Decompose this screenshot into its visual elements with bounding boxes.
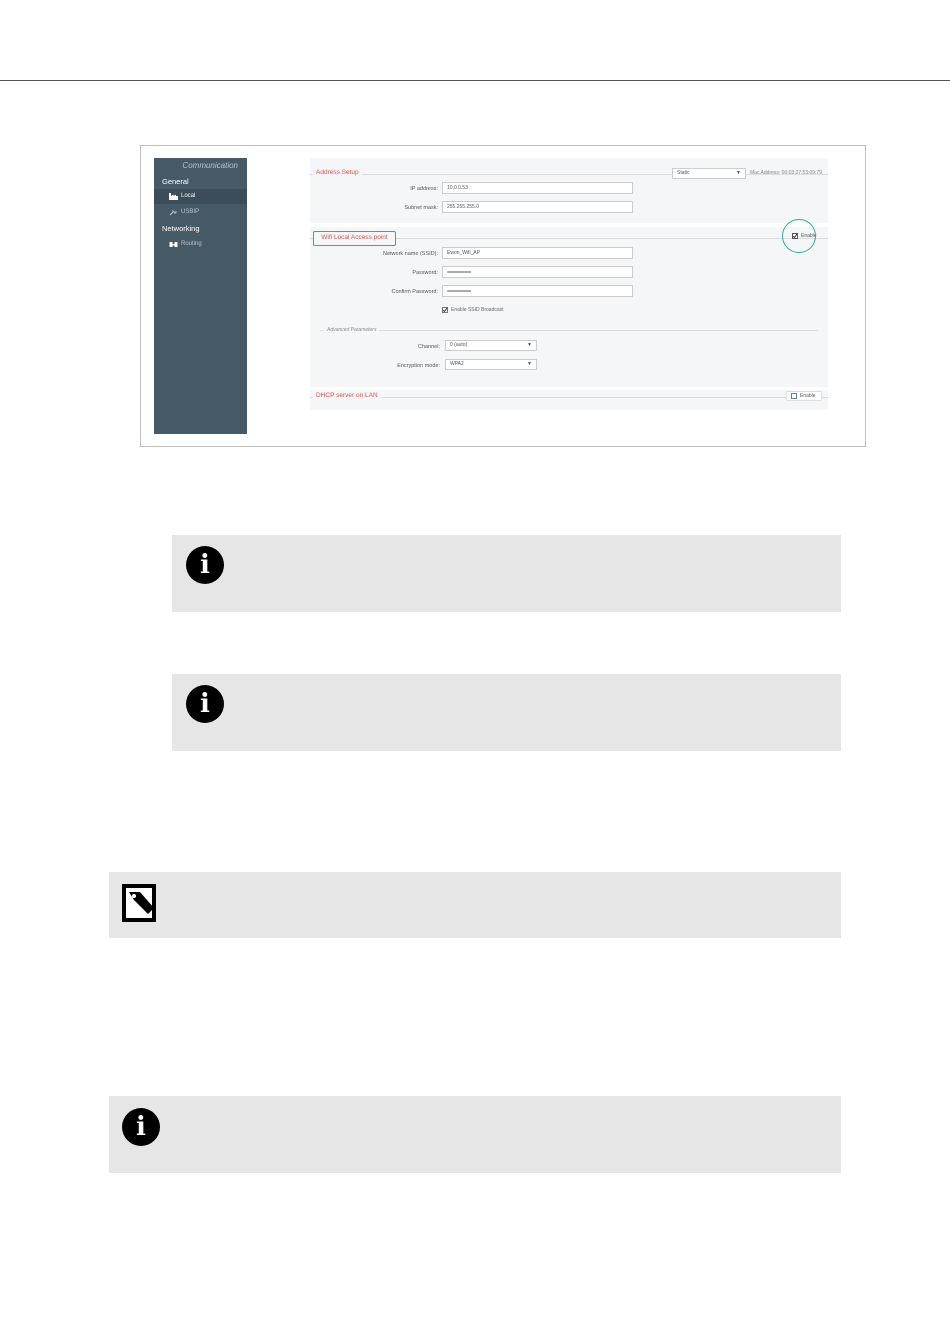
sidebar-item-local[interactable]: [154, 189, 247, 204]
check-icon: [442, 307, 448, 313]
address-mode-select[interactable]: [672, 168, 746, 179]
wifi-ap-legend: Wifi Local Access point: [313, 231, 396, 246]
address-setup-legend: Address Setup: [313, 169, 362, 176]
settings-content: [247, 158, 853, 434]
wifi-ap-panel: [310, 227, 828, 387]
chevron-down-icon: ▼: [736, 170, 741, 176]
info-icon: i: [122, 1108, 160, 1146]
ip-address-label: IP address:: [410, 186, 438, 192]
usb-icon: [169, 209, 178, 216]
note-icon: [120, 882, 158, 924]
password-label: Password:: [412, 270, 438, 276]
dhcp-panel: [310, 390, 828, 410]
sidebar-item-routing[interactable]: [154, 237, 247, 252]
address-setup-panel: [310, 158, 828, 223]
info-icon: i: [186, 546, 224, 584]
dhcp-enable-checkbox[interactable]: [791, 393, 797, 399]
ssid-field[interactable]: Ewon_Wifi_AP: [442, 247, 633, 259]
sidebar-item-usbip[interactable]: [154, 205, 247, 220]
sidebar-item-label: Local: [181, 193, 196, 199]
subnet-mask-field[interactable]: 255.255.255.0: [442, 201, 633, 213]
encryption-mode-select[interactable]: [445, 359, 537, 370]
chevron-down-icon: ▼: [527, 361, 532, 367]
password-field[interactable]: ••••••••••••••••••••••••••••••••••••••••••••••••••••••••••: [442, 266, 633, 278]
factory-icon: [169, 193, 178, 200]
sidebar-item-label: Routing: [181, 241, 202, 247]
ssid-broadcast-label: Enable SSID Broadcast: [451, 307, 504, 313]
chevron-down-icon: ▼: [527, 342, 532, 348]
ssid-broadcast-checkbox[interactable]: [442, 307, 448, 313]
advanced-parameters-legend: Advanced Parameters: [324, 327, 379, 333]
encryption-mode-value: WPA2: [450, 361, 464, 367]
note-callout: [109, 872, 841, 938]
info-callout-3: [109, 1096, 841, 1173]
channel-select[interactable]: [445, 340, 537, 351]
encryption-mode-label: Encryption mode:: [397, 363, 440, 369]
dhcp-legend: DHCP server on LAN: [313, 392, 381, 399]
sidebar: [154, 158, 247, 434]
info-icon: i: [186, 685, 224, 723]
address-mode-value: Static: [677, 170, 690, 176]
channel-label: Channel:: [417, 344, 440, 350]
subnet-mask-label: Subnet mask:: [404, 205, 438, 211]
divider: [310, 397, 828, 398]
wifi-enable-label: Enable: [801, 233, 817, 239]
divider: [320, 330, 818, 331]
confirm-password-label: Confirm Password:: [391, 289, 438, 295]
channel-value: 0 (auto): [450, 342, 468, 348]
sidebar-group-general[interactable]: General: [162, 177, 189, 186]
confirm-password-field[interactable]: ••••••••••••••••••••••••••••••••••••••••••••••••••••••••••: [442, 285, 633, 297]
header-rule: [0, 80, 950, 81]
sidebar-item-label: USBIP: [181, 209, 200, 215]
screenshot-figure: [140, 145, 866, 447]
sidebar-group-networking[interactable]: Networking: [162, 224, 200, 233]
sidebar-heading: Communication: [182, 161, 238, 170]
dhcp-enable-label: Enable: [800, 393, 816, 399]
enable-highlight-circle: [782, 219, 816, 253]
routing-icon: [169, 241, 178, 248]
ip-address-field[interactable]: 10.0.0.53: [442, 182, 633, 194]
ssid-label: Network name (SSID):: [382, 251, 438, 257]
info-callout-2: [172, 674, 841, 751]
info-callout-1: [172, 535, 841, 612]
mac-address: Mac Address: 00:03:27:53:09:79: [750, 170, 822, 176]
